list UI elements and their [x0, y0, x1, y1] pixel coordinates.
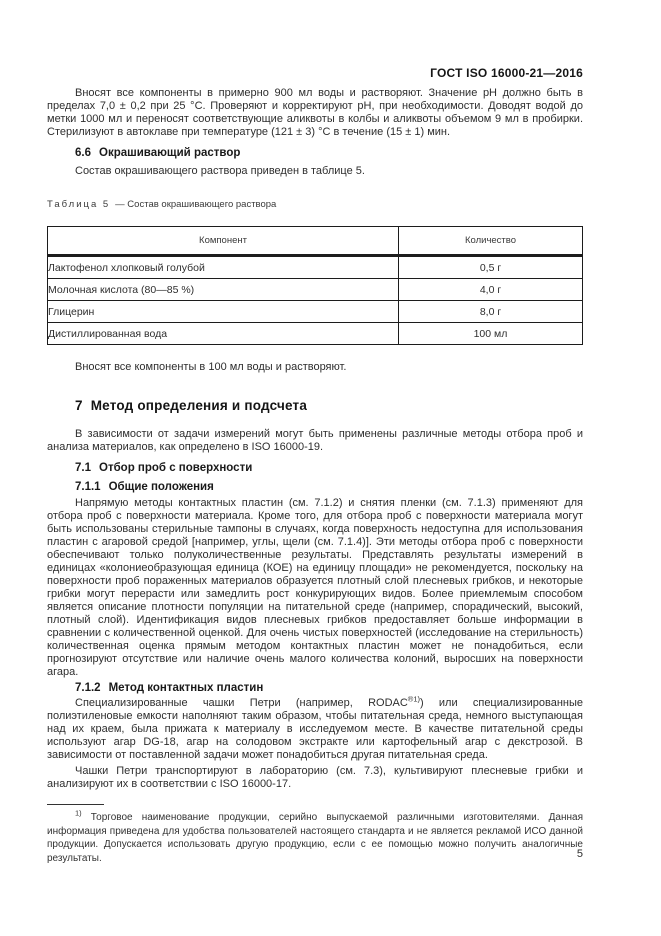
heading-7-number: 7 — [75, 398, 83, 413]
cell-component: Глицерин — [48, 301, 399, 323]
table-row — [48, 279, 583, 301]
cell-component: Молочная кислота (80—85 %) — [48, 279, 399, 301]
paragraph-text: ) или специализированные полиэтиленовые емкости наполняют таким образом, чтобы питательная среда, немного выступающая над их краем, была прижата к материалу в исследуемом месте. В качестве питательной среды используют агар DG-18, агар на солодовом экстракте или картофельный агар с декстрозой. В зависимости от поставленной задачи может понадобиться другая питательная среда. — [47, 697, 583, 761]
table-5-caption-label: Таблица 5 — [47, 199, 111, 210]
paragraph-7-intro: В зависимости от задачи измерений могут быть применены различные методы отбора проб и анализа материалов, как определено в ISO 16000-19. — [47, 428, 583, 453]
heading-7 — [47, 397, 583, 414]
table-5-caption — [47, 199, 583, 211]
table-5-caption-title: — Состав окрашивающего раствора — [115, 199, 277, 210]
heading-7-1-title: Отбор проб с поверхности — [99, 462, 253, 474]
cell-amount: 4,0 г — [399, 279, 583, 301]
doc-code-header: ГОСТ ISO 16000-21—2016 — [430, 66, 583, 80]
heading-7-1-1 — [47, 480, 583, 494]
heading-7-1 — [47, 461, 583, 475]
page-number: 5 — [576, 848, 583, 860]
table-row — [48, 323, 583, 345]
heading-7-1-2-number: 7.1.2 — [75, 682, 101, 694]
heading-6-6-title: Окрашивающий раствор — [99, 147, 241, 159]
table-header-row — [48, 227, 583, 256]
column-header-component: Компонент — [48, 227, 399, 256]
column-header-amount: Количество — [399, 227, 583, 256]
cell-amount: 8,0 г — [399, 301, 583, 323]
table-5-header — [48, 227, 583, 256]
paragraph-after-table: Вносят все компоненты в 100 мл воды и растворяют. — [75, 361, 347, 373]
page-content — [47, 60, 583, 865]
table-row — [48, 256, 583, 279]
paragraph-7-1-1: Напрямую методы контактных пластин (см. 7.1.2) и снятия пленки (см. 7.1.3) применяют для отбора проб с поверхности материала. Кроме того, для отбора проб с поверхности материала могут быть использованы стерильные тампоны в случаях, когда поверхность недоступна для использования пластин с агаровой средой [например, углы, щели (см. 7.1.4)]. Эти методы отбора проб с поверхности обеспечивают только полуколичественные результаты. Представлять результаты измерений в единицах «колониеобразующая единица (КОЕ) на единицу площади» не рекомендуется, поскольку на поверхности проб пораженных материалов образуется плотный слой плесневых грибков, и некоторые грибки могут перерасти или замедлить рост конкурирующих видов. Более приемлемым способом является описание плотности популяции на питательной среде (например, спорадический, высокий, плотный слой). Идентификация видов плесневых грибков предоставляет больше информации в сравнении с количественной оценкой. Для очень чистых поверхностей (исследование на стерильность) количественная оценка прямым методом контактных пластин может не понадобиться, если прогнозируют отсутствие или наличие очень малого количества колоний, выросших на поверхности агара. — [47, 497, 583, 678]
heading-7-1-2 — [47, 681, 583, 695]
heading-6-6 — [47, 146, 583, 160]
heading-6-6-number: 6.6 — [75, 147, 91, 159]
paragraph-ph-solution: Вносят все компоненты в примерно 900 мл воды и растворяют. Значение рН должно быть в пределах 7,0 ± 0,2 при 25 °С. Проверяют и корректируют рН, при необходимости. Доводят водой до метки 1000 мл и переносят соответствующие аликвоты в колбы и аликвоты объемом 9 мл в пробирки. Стерилизуют в автоклаве при температуре (121 ± 3) °С в течение (15 ± 1) мин. — [47, 87, 583, 138]
trademark-footnote-ref: ®1) — [407, 694, 420, 704]
cell-amount: 0,5 г — [399, 256, 583, 279]
heading-7-1-1-number: 7.1.1 — [75, 481, 101, 493]
heading-7-1-2-title: Метод контактных пластин — [108, 682, 264, 694]
paragraph-table-ref: Состав окрашивающего раствора приведен в таблице 5. — [75, 165, 365, 177]
footnote — [47, 808, 583, 865]
cell-amount: 100 мл — [399, 323, 583, 345]
table-row — [48, 301, 583, 323]
table-5-body — [48, 256, 583, 345]
footnote-marker: 1) — [75, 808, 82, 818]
heading-7-1-number: 7.1 — [75, 462, 91, 474]
footnote-text: Торговое наименование продукции, серийно выпускаемой различными изготовителями. Данная информация приведена для удобства пользователей настоящего стандарта и не является рекламой ИСО данной продукции. Допускается использовать другую продукцию, если с ее помощью можно получить аналогичные результаты. — [47, 812, 583, 864]
paragraph-text: Специализированные чашки Петри (например, RODAC — [75, 697, 408, 709]
footnote-rule — [47, 804, 104, 805]
table-5 — [47, 226, 583, 345]
paragraph-7-1-2-transport: Чашки Петри транспортируют в лабораторию (см. 7.3), культивируют плесневые грибки и анализируют их в соответствии с ISO 16000-17. — [47, 765, 583, 790]
paragraph-7-1-2-rodac — [47, 694, 583, 762]
heading-7-title: Метод определения и подсчета — [90, 398, 308, 413]
heading-7-1-1-title: Общие положения — [108, 481, 214, 493]
cell-component: Дистиллированная вода — [48, 323, 399, 345]
cell-component: Лактофенол хлопковый голубой — [48, 256, 399, 279]
